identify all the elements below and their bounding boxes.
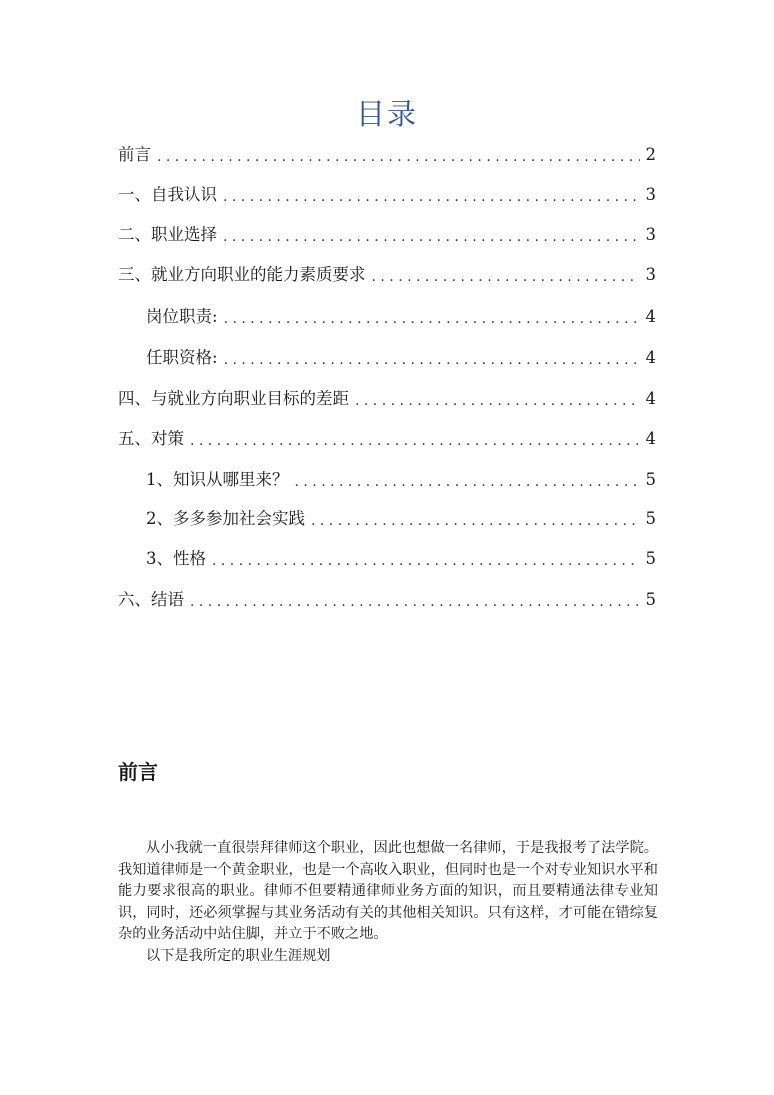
toc-entry[interactable] [118,424,656,454]
toc-entry[interactable] [118,220,656,250]
toc-leader-dots [224,347,640,373]
toc-page-number: 3 [645,225,656,244]
toc-page-number: 5 [645,509,656,528]
toc-entry[interactable] [118,585,656,615]
preface-paragraph: 以下是我所定的职业生涯规划 [146,947,331,964]
toc-leader-dots [372,264,640,290]
toc-title: 目录 [355,97,418,131]
toc-entry-label: 二、职业选择 [118,225,217,244]
toc-page-number: 2 [645,145,656,164]
preface-body [118,838,658,967]
toc-page-number: 5 [645,549,656,568]
toc-leader-dots [295,469,640,495]
toc-leader-dots [190,589,640,615]
toc-page-number: 4 [645,348,656,367]
preface-paragraph: 从小我就一直很崇拜律师这个职业，因此也想做一名律师，于是我报考了法学院。我知道律师是一个黄金职业，也是一个高收入职业，但同时也是一个对专业知识水平和能力要求很高的职业。律师不但要精通律师业务方面的知识，而且要精通法律专业知识，同时，还必须掌握与其业务活动有关的其他相关知识。只有这样，才可能在错综复杂的业务活动中站住脚，并立于不败之地。 [118,840,658,942]
toc-entry[interactable] [146,302,656,332]
toc-entry-label: 岗位职责: [146,307,218,326]
toc-entry[interactable] [118,384,656,414]
toc-entry[interactable] [146,544,656,574]
toc-entry-label: 2、多多参加社会实践 [146,509,305,528]
toc-page-number: 3 [645,185,656,204]
toc-entry[interactable] [146,465,656,495]
toc-page-number: 5 [645,470,656,489]
toc-page-number: 4 [645,389,656,408]
toc-leader-dots [223,224,640,250]
preface-heading: 前言 [118,760,158,784]
toc-entry[interactable] [118,260,656,290]
toc-entry-label: 任职资格: [146,348,218,367]
toc-entry-label: 四、与就业方向职业目标的差距 [118,389,349,408]
toc-leader-dots [212,548,640,574]
toc-entry[interactable] [118,180,656,210]
toc-entry-label: 三、就业方向职业的能力素质要求 [118,265,366,284]
toc-leader-dots [223,184,640,210]
toc-leader-dots [190,428,640,454]
toc-entry-label: 3、性格 [146,549,206,568]
toc-entry[interactable] [146,343,656,373]
toc-entry-label: 1、知识从哪里来？ [146,470,289,489]
toc-entry[interactable] [118,140,656,170]
toc-entry-label: 一、自我认识 [118,185,217,204]
toc-entry-label: 五、对策 [118,429,184,448]
toc-leader-dots [157,144,640,170]
toc-leader-dots [224,306,640,332]
toc-page-number: 3 [645,265,656,284]
toc-leader-dots [355,388,640,414]
toc-entry[interactable] [146,504,656,534]
toc-page-number: 5 [645,590,656,609]
toc-page-number: 4 [645,307,656,326]
toc-entry-label: 六、结语 [118,590,184,609]
toc-leader-dots [311,508,640,534]
toc-page-number: 4 [645,429,656,448]
toc-entry-label: 前言 [118,145,151,164]
